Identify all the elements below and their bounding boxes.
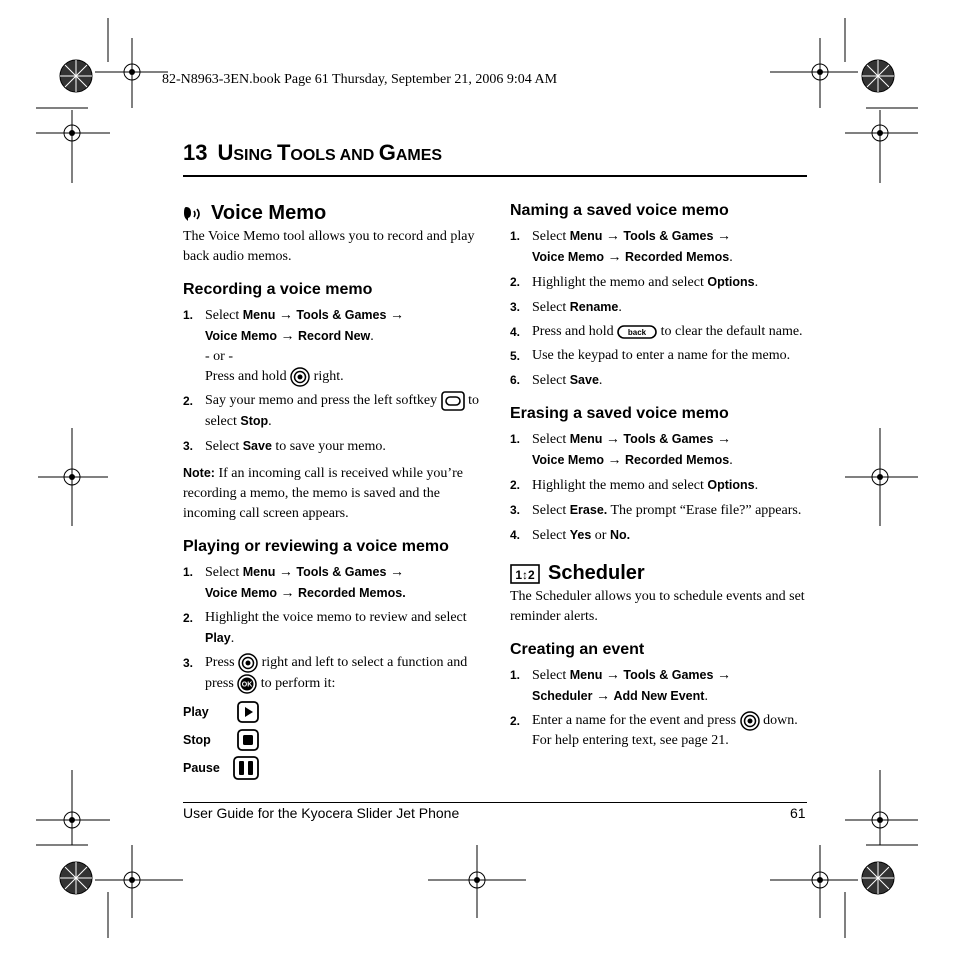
step-text: Say your memo and press the left softkey bbox=[205, 393, 441, 409]
arrow: → bbox=[713, 229, 731, 244]
right-column bbox=[510, 200, 812, 755]
step-number: 2. bbox=[510, 714, 521, 728]
list-item bbox=[510, 711, 812, 751]
list-item bbox=[510, 226, 812, 268]
arrow: → bbox=[277, 586, 299, 602]
step-text: to clear the default name. bbox=[657, 324, 803, 339]
recording-steps bbox=[183, 305, 483, 457]
list-item bbox=[183, 653, 483, 693]
step-text: Highlight the voice memo to review and select bbox=[205, 610, 467, 626]
navigation-key-icon bbox=[238, 653, 258, 673]
erasing-heading: Erasing a saved voice memo bbox=[510, 405, 729, 422]
chapter-title bbox=[183, 140, 442, 166]
function-row-stop bbox=[183, 726, 259, 754]
chapter-title-part: U bbox=[217, 140, 234, 165]
svg-text:1↕2: 1↕2 bbox=[515, 567, 535, 582]
rename-label: Rename bbox=[569, 300, 619, 314]
list-item bbox=[510, 297, 812, 318]
options-label: Options bbox=[707, 478, 755, 492]
step-text: right and left to select a function and press bbox=[205, 655, 468, 691]
step-text: Use the keypad to enter a name for the memo. bbox=[532, 348, 791, 363]
function-list bbox=[183, 698, 483, 782]
step-number: 2. bbox=[183, 394, 194, 409]
page-number: 61 bbox=[790, 805, 806, 821]
stop-icon bbox=[237, 729, 259, 751]
arrow: → bbox=[604, 250, 626, 265]
arrow: → bbox=[602, 668, 624, 683]
voice-memo-label: Voice Memo bbox=[532, 453, 605, 467]
step-text: Select bbox=[205, 308, 243, 323]
tools-games-label: Tools & Games bbox=[623, 668, 714, 682]
step-text: Select bbox=[532, 528, 570, 543]
punct: . bbox=[230, 631, 235, 647]
erasing-steps bbox=[510, 429, 812, 546]
step-text: to save your memo. bbox=[271, 439, 386, 455]
step-text: Select bbox=[532, 300, 570, 315]
note bbox=[183, 463, 483, 524]
scheduler-icon bbox=[510, 564, 540, 584]
step-number: 2. bbox=[510, 478, 521, 492]
menu-label: Menu bbox=[242, 565, 276, 580]
menu-label: Menu bbox=[569, 432, 603, 446]
punct: . bbox=[754, 275, 759, 290]
chapter-title-part: G bbox=[378, 140, 396, 165]
arrow: → bbox=[713, 432, 731, 447]
book-header: 82-N8963-3EN.book Page 61 Thursday, September 21, 2006 9:04 AM bbox=[162, 72, 558, 87]
step-number: 5. bbox=[510, 349, 521, 363]
arrow: → bbox=[386, 308, 404, 323]
arrow: → bbox=[713, 668, 731, 683]
step-text: Select bbox=[532, 373, 570, 388]
step-number: 6. bbox=[510, 373, 521, 387]
recorded-memos-label: Recorded Memos. bbox=[298, 586, 406, 601]
step-text: right. bbox=[310, 369, 344, 385]
menu-label: Menu bbox=[569, 229, 603, 243]
save-label: Save bbox=[242, 439, 272, 454]
playing-heading: Playing or reviewing a voice memo bbox=[183, 538, 449, 556]
voice-memo-label: Voice Memo bbox=[532, 250, 605, 264]
step-text: Select bbox=[532, 229, 570, 244]
arrow: → bbox=[275, 565, 297, 581]
yes-label: Yes bbox=[569, 528, 592, 542]
tools-games-label: Tools & Games bbox=[296, 308, 387, 322]
scheduler-heading bbox=[510, 562, 812, 585]
step-number: 3. bbox=[510, 300, 521, 314]
no-label: No. bbox=[609, 528, 631, 542]
chapter-title-part: OOLS AND bbox=[290, 147, 379, 164]
step-text: Press bbox=[205, 655, 239, 671]
step-text: Select bbox=[205, 439, 243, 455]
navigation-key-icon bbox=[740, 711, 760, 731]
menu-label: Menu bbox=[569, 668, 603, 682]
step-text: Select bbox=[532, 503, 570, 518]
footer-rule bbox=[183, 802, 807, 803]
list-item bbox=[183, 608, 483, 649]
left-column bbox=[183, 198, 483, 782]
or-text: - or - bbox=[205, 349, 233, 364]
tools-games-label: Tools & Games bbox=[623, 432, 714, 446]
scheduler-intro: The Scheduler allows you to schedule events and set reminder alerts. bbox=[510, 589, 805, 624]
punct: . bbox=[268, 414, 272, 430]
recorded-memos-label: Recorded Memos bbox=[625, 250, 730, 264]
add-new-event-label: Add New Event bbox=[613, 689, 705, 703]
note-text: If an incoming call is received while you’re recording a memo, the memo is saved and the incoming call screen appears. bbox=[183, 466, 463, 522]
chapter-rule bbox=[183, 175, 807, 177]
ok-key-icon bbox=[237, 674, 257, 694]
punct: . bbox=[729, 453, 733, 468]
note-label: Note: bbox=[183, 466, 215, 481]
step-number: 1. bbox=[183, 308, 194, 322]
chapter-number: 13 bbox=[183, 140, 208, 165]
navigation-key-icon bbox=[290, 367, 310, 387]
pause-icon bbox=[233, 756, 259, 780]
step-number: 1. bbox=[510, 668, 521, 682]
punct: . bbox=[618, 300, 622, 315]
stop-label: Stop bbox=[240, 414, 269, 429]
arrow: → bbox=[604, 453, 626, 468]
step-text: Select bbox=[532, 432, 570, 447]
back-key-icon bbox=[617, 324, 657, 340]
punct: . bbox=[370, 329, 374, 344]
step-text: Select bbox=[532, 668, 570, 683]
chapter-title-part: T bbox=[276, 140, 291, 165]
arrow: → bbox=[602, 229, 624, 244]
list-item bbox=[510, 525, 812, 546]
voice-memo-label: Voice Memo bbox=[205, 329, 278, 343]
step-number: 3. bbox=[510, 503, 521, 517]
list-item bbox=[510, 322, 812, 342]
tools-games-label: Tools & Games bbox=[623, 229, 714, 243]
step-text: to select bbox=[205, 393, 480, 430]
function-label: Play bbox=[183, 704, 209, 719]
naming-steps bbox=[510, 226, 812, 391]
voice-memo-icon bbox=[183, 205, 203, 223]
arrow: → bbox=[602, 432, 624, 447]
function-label: Stop bbox=[183, 732, 211, 747]
list-item bbox=[183, 305, 483, 387]
list-item bbox=[510, 370, 812, 391]
step-text: or bbox=[591, 528, 610, 543]
recording-heading: Recording a voice memo bbox=[183, 281, 373, 298]
step-number: 3. bbox=[183, 439, 194, 454]
arrow: → bbox=[386, 565, 404, 581]
function-row-play bbox=[183, 698, 259, 726]
left-softkey-icon bbox=[441, 391, 465, 411]
options-label: Options bbox=[707, 275, 755, 289]
list-item bbox=[183, 562, 483, 604]
step-number: 1. bbox=[183, 565, 194, 580]
arrow: → bbox=[592, 689, 614, 704]
step-text: Select bbox=[205, 565, 243, 581]
record-new-label: Record New bbox=[298, 329, 371, 343]
list-item bbox=[510, 346, 812, 366]
function-row-pause bbox=[183, 754, 259, 782]
step-number: 1. bbox=[510, 432, 521, 446]
play-label: Play bbox=[205, 631, 231, 646]
step-text: Enter a name for the event and press bbox=[532, 713, 740, 729]
list-item bbox=[510, 665, 812, 707]
play-icon bbox=[237, 701, 259, 723]
list-item bbox=[183, 436, 483, 457]
step-text: Press and hold bbox=[205, 369, 291, 385]
list-item bbox=[183, 391, 483, 432]
voice-memo-intro: The Voice Memo tool allows you to record and play back audio memos. bbox=[183, 229, 475, 264]
step-number: 1. bbox=[510, 229, 521, 243]
voice-memo-label: Voice Memo bbox=[205, 586, 278, 601]
playing-steps bbox=[183, 562, 483, 693]
step-number: 4. bbox=[510, 528, 521, 542]
ok-key-label: OK bbox=[242, 681, 253, 689]
chapter-title-part: AMES bbox=[395, 147, 443, 164]
list-item bbox=[510, 272, 812, 293]
save-label: Save bbox=[569, 373, 599, 387]
voice-memo-heading bbox=[183, 202, 483, 225]
step-number: 2. bbox=[510, 275, 521, 289]
scheduler-title: Scheduler bbox=[548, 562, 645, 584]
list-item bbox=[510, 475, 812, 496]
scheduler-label: Scheduler bbox=[532, 689, 593, 703]
tools-games-label: Tools & Games bbox=[296, 565, 387, 580]
punct: . bbox=[729, 250, 733, 265]
back-key-label: back bbox=[628, 327, 647, 337]
punct: . bbox=[704, 689, 708, 704]
step-text: Highlight the memo and select bbox=[532, 478, 708, 493]
naming-heading: Naming a saved voice memo bbox=[510, 202, 729, 219]
step-number: 2. bbox=[183, 611, 194, 626]
chapter-title-part: SING bbox=[233, 147, 277, 164]
step-number: 3. bbox=[183, 656, 194, 671]
erase-label: Erase. bbox=[569, 503, 608, 517]
function-label: Pause bbox=[183, 760, 220, 775]
creating-heading: Creating an event bbox=[510, 641, 645, 658]
menu-label: Menu bbox=[242, 308, 276, 322]
arrow: → bbox=[277, 329, 299, 344]
recorded-memos-label: Recorded Memos bbox=[625, 453, 730, 467]
creating-steps bbox=[510, 665, 812, 751]
step-text: Highlight the memo and select bbox=[532, 275, 708, 290]
step-text: Press and hold bbox=[532, 324, 618, 339]
voice-memo-title: Voice Memo bbox=[211, 202, 327, 224]
step-number: 4. bbox=[510, 325, 521, 339]
punct: . bbox=[754, 478, 759, 493]
footer-title: User Guide for the Kyocera Slider Jet Phone bbox=[183, 805, 460, 821]
list-item bbox=[510, 500, 812, 521]
step-text: to perform it: bbox=[257, 675, 336, 691]
step-text: The prompt “Erase file?” appears. bbox=[607, 503, 802, 518]
step-text: down. For help entering text, see page 21. bbox=[532, 713, 798, 749]
punct: . bbox=[598, 373, 603, 388]
list-item bbox=[510, 429, 812, 471]
arrow: → bbox=[275, 308, 297, 323]
